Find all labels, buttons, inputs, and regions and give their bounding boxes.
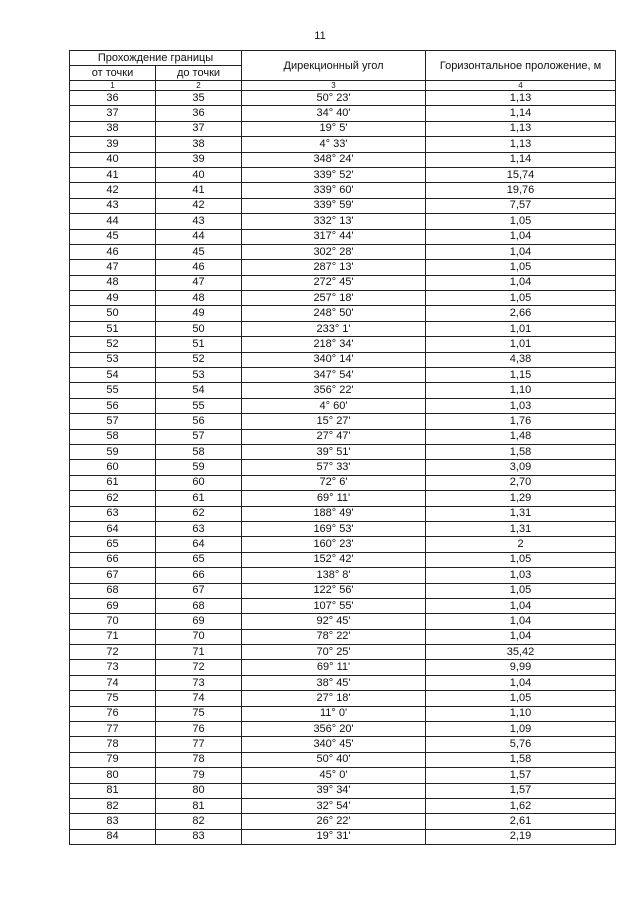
cell-horizontal-distance: 1,05 xyxy=(426,291,616,306)
cell-horizontal-distance: 1,31 xyxy=(426,506,616,521)
cell-horizontal-distance: 1,04 xyxy=(426,629,616,644)
cell-horizontal-distance: 1,15 xyxy=(426,368,616,383)
table-row xyxy=(70,137,616,152)
cell-horizontal-distance: 1,04 xyxy=(426,244,616,259)
cell-to-point: 77 xyxy=(156,737,242,752)
cell-direction-angle: 152° 42' xyxy=(242,552,426,567)
table-row xyxy=(70,244,616,259)
cell-direction-angle: 347° 54' xyxy=(242,368,426,383)
cell-direction-angle: 169° 53' xyxy=(242,521,426,536)
cell-to-point: 45 xyxy=(156,244,242,259)
cell-to-point: 37 xyxy=(156,121,242,136)
cell-from-point: 51 xyxy=(70,321,156,336)
table-row xyxy=(70,275,616,290)
table-row xyxy=(70,675,616,690)
cell-from-point: 70 xyxy=(70,614,156,629)
table-row xyxy=(70,398,616,413)
cell-horizontal-distance: 1,03 xyxy=(426,398,616,413)
header-direction-angle: Дирекционный угол xyxy=(242,51,426,81)
cell-to-point: 44 xyxy=(156,229,242,244)
table-row xyxy=(70,337,616,352)
cell-direction-angle: 348° 24' xyxy=(242,152,426,167)
cell-from-point: 40 xyxy=(70,152,156,167)
cell-horizontal-distance: 1,13 xyxy=(426,121,616,136)
cell-horizontal-distance: 1,04 xyxy=(426,229,616,244)
table-row xyxy=(70,537,616,552)
table-row xyxy=(70,183,616,198)
table-row xyxy=(70,829,616,844)
cell-direction-angle: 45° 0' xyxy=(242,768,426,783)
cell-from-point: 37 xyxy=(70,106,156,121)
cell-from-point: 52 xyxy=(70,337,156,352)
table-row xyxy=(70,152,616,167)
cell-from-point: 82 xyxy=(70,798,156,813)
table-row xyxy=(70,214,616,229)
table-row xyxy=(70,614,616,629)
cell-direction-angle: 302° 28' xyxy=(242,244,426,259)
header-col-number: 2 xyxy=(156,81,242,91)
cell-horizontal-distance: 1,57 xyxy=(426,768,616,783)
cell-to-point: 52 xyxy=(156,352,242,367)
cell-from-point: 63 xyxy=(70,506,156,521)
table-row xyxy=(70,306,616,321)
cell-to-point: 67 xyxy=(156,583,242,598)
cell-to-point: 47 xyxy=(156,275,242,290)
cell-from-point: 80 xyxy=(70,768,156,783)
table-row xyxy=(70,198,616,213)
cell-horizontal-distance: 5,76 xyxy=(426,737,616,752)
cell-from-point: 38 xyxy=(70,121,156,136)
cell-to-point: 42 xyxy=(156,198,242,213)
cell-to-point: 63 xyxy=(156,521,242,536)
cell-direction-angle: 39° 34' xyxy=(242,783,426,798)
page-number: 11 xyxy=(314,30,326,42)
table-row xyxy=(70,91,616,106)
cell-horizontal-distance: 19,76 xyxy=(426,183,616,198)
cell-direction-angle: 122° 56' xyxy=(242,583,426,598)
cell-to-point: 56 xyxy=(156,414,242,429)
cell-from-point: 66 xyxy=(70,552,156,567)
cell-direction-angle: 317° 44' xyxy=(242,229,426,244)
cell-from-point: 58 xyxy=(70,429,156,444)
cell-horizontal-distance: 1,58 xyxy=(426,752,616,767)
table-row xyxy=(70,521,616,536)
cell-from-point: 71 xyxy=(70,629,156,644)
cell-to-point: 71 xyxy=(156,645,242,660)
cell-horizontal-distance: 1,05 xyxy=(426,260,616,275)
cell-to-point: 51 xyxy=(156,337,242,352)
cell-from-point: 61 xyxy=(70,475,156,490)
cell-from-point: 54 xyxy=(70,368,156,383)
header-to-point: до точки xyxy=(156,66,242,81)
cell-from-point: 69 xyxy=(70,598,156,613)
cell-horizontal-distance: 3,09 xyxy=(426,460,616,475)
cell-direction-angle: 340° 14' xyxy=(242,352,426,367)
cell-from-point: 45 xyxy=(70,229,156,244)
table-row xyxy=(70,444,616,459)
cell-direction-angle: 272° 45' xyxy=(242,275,426,290)
cell-to-point: 58 xyxy=(156,444,242,459)
table-header xyxy=(70,51,616,91)
cell-to-point: 65 xyxy=(156,552,242,567)
cell-horizontal-distance: 1,01 xyxy=(426,321,616,336)
cell-to-point: 59 xyxy=(156,460,242,475)
cell-to-point: 46 xyxy=(156,260,242,275)
cell-from-point: 76 xyxy=(70,706,156,721)
table-row xyxy=(70,475,616,490)
cell-horizontal-distance: 1,62 xyxy=(426,798,616,813)
cell-direction-angle: 248° 50' xyxy=(242,306,426,321)
cell-direction-angle: 218° 34' xyxy=(242,337,426,352)
cell-from-point: 43 xyxy=(70,198,156,213)
cell-from-point: 64 xyxy=(70,521,156,536)
cell-from-point: 41 xyxy=(70,167,156,182)
cell-from-point: 81 xyxy=(70,783,156,798)
cell-from-point: 48 xyxy=(70,275,156,290)
cell-to-point: 50 xyxy=(156,321,242,336)
table-row xyxy=(70,583,616,598)
cell-direction-angle: 356° 20' xyxy=(242,722,426,737)
cell-horizontal-distance: 1,58 xyxy=(426,444,616,459)
table-row xyxy=(70,645,616,660)
cell-direction-angle: 39° 51' xyxy=(242,444,426,459)
table-row xyxy=(70,660,616,675)
cell-direction-angle: 332° 13' xyxy=(242,214,426,229)
cell-direction-angle: 34° 40' xyxy=(242,106,426,121)
cell-to-point: 68 xyxy=(156,598,242,613)
table-row xyxy=(70,568,616,583)
cell-horizontal-distance: 1,03 xyxy=(426,568,616,583)
cell-direction-angle: 339° 52' xyxy=(242,167,426,182)
cell-to-point: 79 xyxy=(156,768,242,783)
cell-from-point: 74 xyxy=(70,675,156,690)
cell-direction-angle: 26° 22' xyxy=(242,814,426,829)
cell-horizontal-distance: 1,31 xyxy=(426,521,616,536)
header-col-number: 1 xyxy=(70,81,156,91)
cell-from-point: 59 xyxy=(70,444,156,459)
cell-direction-angle: 138° 8' xyxy=(242,568,426,583)
table-row xyxy=(70,506,616,521)
cell-to-point: 80 xyxy=(156,783,242,798)
cell-to-point: 73 xyxy=(156,675,242,690)
cell-from-point: 49 xyxy=(70,291,156,306)
cell-direction-angle: 340° 45' xyxy=(242,737,426,752)
cell-from-point: 72 xyxy=(70,645,156,660)
cell-from-point: 36 xyxy=(70,91,156,106)
cell-from-point: 44 xyxy=(70,214,156,229)
cell-to-point: 41 xyxy=(156,183,242,198)
table-row xyxy=(70,368,616,383)
cell-direction-angle: 70° 25' xyxy=(242,645,426,660)
cell-direction-angle: 339° 59' xyxy=(242,198,426,213)
cell-horizontal-distance: 2,61 xyxy=(426,814,616,829)
cell-direction-angle: 19° 31' xyxy=(242,829,426,844)
table-row xyxy=(70,106,616,121)
cell-to-point: 81 xyxy=(156,798,242,813)
cell-from-point: 73 xyxy=(70,660,156,675)
cell-direction-angle: 32° 54' xyxy=(242,798,426,813)
cell-to-point: 69 xyxy=(156,614,242,629)
cell-direction-angle: 38° 45' xyxy=(242,675,426,690)
table-row xyxy=(70,491,616,506)
cell-direction-angle: 57° 33' xyxy=(242,460,426,475)
cell-to-point: 43 xyxy=(156,214,242,229)
cell-to-point: 57 xyxy=(156,429,242,444)
cell-to-point: 76 xyxy=(156,722,242,737)
cell-to-point: 72 xyxy=(156,660,242,675)
cell-horizontal-distance: 1,05 xyxy=(426,583,616,598)
table-row xyxy=(70,121,616,136)
cell-direction-angle: 92° 45' xyxy=(242,614,426,629)
cell-from-point: 78 xyxy=(70,737,156,752)
cell-horizontal-distance: 2 xyxy=(426,537,616,552)
cell-to-point: 40 xyxy=(156,167,242,182)
table-row xyxy=(70,706,616,721)
cell-horizontal-distance: 1,10 xyxy=(426,706,616,721)
cell-horizontal-distance: 2,70 xyxy=(426,475,616,490)
cell-horizontal-distance: 1,01 xyxy=(426,337,616,352)
table-row xyxy=(70,814,616,829)
cell-direction-angle: 69° 11' xyxy=(242,660,426,675)
cell-horizontal-distance: 1,05 xyxy=(426,691,616,706)
cell-direction-angle: 339° 60' xyxy=(242,183,426,198)
cell-from-point: 57 xyxy=(70,414,156,429)
cell-from-point: 84 xyxy=(70,829,156,844)
cell-from-point: 56 xyxy=(70,398,156,413)
cell-direction-angle: 11° 0' xyxy=(242,706,426,721)
cell-direction-angle: 72° 6' xyxy=(242,475,426,490)
cell-to-point: 62 xyxy=(156,506,242,521)
cell-from-point: 77 xyxy=(70,722,156,737)
boundary-table xyxy=(69,50,616,845)
table-row xyxy=(70,768,616,783)
cell-from-point: 68 xyxy=(70,583,156,598)
cell-direction-angle: 257° 18' xyxy=(242,291,426,306)
cell-horizontal-distance: 1,14 xyxy=(426,152,616,167)
cell-to-point: 75 xyxy=(156,706,242,721)
table-row xyxy=(70,691,616,706)
cell-direction-angle: 78° 22' xyxy=(242,629,426,644)
cell-to-point: 36 xyxy=(156,106,242,121)
cell-direction-angle: 69° 11' xyxy=(242,491,426,506)
cell-horizontal-distance: 1,10 xyxy=(426,383,616,398)
cell-horizontal-distance: 15,74 xyxy=(426,167,616,182)
header-passage: Прохождение границы xyxy=(70,51,242,66)
cell-direction-angle: 19° 5' xyxy=(242,121,426,136)
table-row xyxy=(70,291,616,306)
cell-horizontal-distance: 1,14 xyxy=(426,106,616,121)
cell-to-point: 54 xyxy=(156,383,242,398)
cell-to-point: 83 xyxy=(156,829,242,844)
cell-direction-angle: 4° 33' xyxy=(242,137,426,152)
table-row xyxy=(70,783,616,798)
cell-to-point: 55 xyxy=(156,398,242,413)
cell-from-point: 47 xyxy=(70,260,156,275)
cell-direction-angle: 27° 18' xyxy=(242,691,426,706)
cell-to-point: 60 xyxy=(156,475,242,490)
cell-horizontal-distance: 7,57 xyxy=(426,198,616,213)
cell-to-point: 64 xyxy=(156,537,242,552)
cell-horizontal-distance: 1,04 xyxy=(426,675,616,690)
cell-direction-angle: 27° 47' xyxy=(242,429,426,444)
cell-to-point: 49 xyxy=(156,306,242,321)
table-row xyxy=(70,552,616,567)
cell-direction-angle: 188° 49' xyxy=(242,506,426,521)
cell-horizontal-distance: 1,13 xyxy=(426,137,616,152)
cell-to-point: 35 xyxy=(156,91,242,106)
cell-horizontal-distance: 1,57 xyxy=(426,783,616,798)
cell-to-point: 53 xyxy=(156,368,242,383)
cell-horizontal-distance: 9,99 xyxy=(426,660,616,675)
cell-horizontal-distance: 1,09 xyxy=(426,722,616,737)
table-row xyxy=(70,167,616,182)
cell-direction-angle: 287° 13' xyxy=(242,260,426,275)
cell-direction-angle: 233° 1' xyxy=(242,321,426,336)
table-row xyxy=(70,722,616,737)
cell-from-point: 65 xyxy=(70,537,156,552)
table-row xyxy=(70,321,616,336)
table-row xyxy=(70,260,616,275)
cell-to-point: 74 xyxy=(156,691,242,706)
cell-to-point: 82 xyxy=(156,814,242,829)
cell-from-point: 42 xyxy=(70,183,156,198)
cell-from-point: 55 xyxy=(70,383,156,398)
table-row xyxy=(70,383,616,398)
cell-direction-angle: 50° 40' xyxy=(242,752,426,767)
table-row xyxy=(70,414,616,429)
cell-horizontal-distance: 1,13 xyxy=(426,91,616,106)
table-row xyxy=(70,737,616,752)
cell-direction-angle: 15° 27' xyxy=(242,414,426,429)
cell-from-point: 75 xyxy=(70,691,156,706)
table-row xyxy=(70,352,616,367)
cell-from-point: 46 xyxy=(70,244,156,259)
cell-from-point: 83 xyxy=(70,814,156,829)
cell-to-point: 39 xyxy=(156,152,242,167)
cell-horizontal-distance: 2,66 xyxy=(426,306,616,321)
table-row xyxy=(70,798,616,813)
cell-to-point: 66 xyxy=(156,568,242,583)
cell-direction-angle: 356° 22' xyxy=(242,383,426,398)
cell-horizontal-distance: 4,38 xyxy=(426,352,616,367)
cell-horizontal-distance: 1,05 xyxy=(426,552,616,567)
cell-to-point: 70 xyxy=(156,629,242,644)
table-row xyxy=(70,429,616,444)
cell-horizontal-distance: 1,04 xyxy=(426,614,616,629)
cell-horizontal-distance: 1,48 xyxy=(426,429,616,444)
cell-horizontal-distance: 1,04 xyxy=(426,598,616,613)
cell-to-point: 61 xyxy=(156,491,242,506)
cell-from-point: 39 xyxy=(70,137,156,152)
cell-direction-angle: 107° 55' xyxy=(242,598,426,613)
cell-direction-angle: 160° 23' xyxy=(242,537,426,552)
cell-to-point: 78 xyxy=(156,752,242,767)
cell-horizontal-distance: 1,04 xyxy=(426,275,616,290)
cell-from-point: 67 xyxy=(70,568,156,583)
table-row xyxy=(70,460,616,475)
cell-from-point: 79 xyxy=(70,752,156,767)
cell-from-point: 62 xyxy=(70,491,156,506)
header-col-number: 4 xyxy=(426,81,616,91)
header-horizontal-distance: Горизонтальное проложение, м xyxy=(426,51,616,81)
cell-to-point: 38 xyxy=(156,137,242,152)
cell-from-point: 60 xyxy=(70,460,156,475)
table-row xyxy=(70,752,616,767)
header-col-number: 3 xyxy=(242,81,426,91)
cell-direction-angle: 50° 23' xyxy=(242,91,426,106)
cell-from-point: 50 xyxy=(70,306,156,321)
cell-horizontal-distance: 35,42 xyxy=(426,645,616,660)
table-body xyxy=(70,91,616,845)
header-from-point: от точки xyxy=(70,66,156,81)
table-row xyxy=(70,629,616,644)
cell-to-point: 48 xyxy=(156,291,242,306)
cell-direction-angle: 4° 60' xyxy=(242,398,426,413)
cell-horizontal-distance: 2,19 xyxy=(426,829,616,844)
cell-from-point: 53 xyxy=(70,352,156,367)
table-row xyxy=(70,229,616,244)
cell-horizontal-distance: 1,05 xyxy=(426,214,616,229)
cell-horizontal-distance: 1,29 xyxy=(426,491,616,506)
cell-horizontal-distance: 1,76 xyxy=(426,414,616,429)
table-row xyxy=(70,598,616,613)
